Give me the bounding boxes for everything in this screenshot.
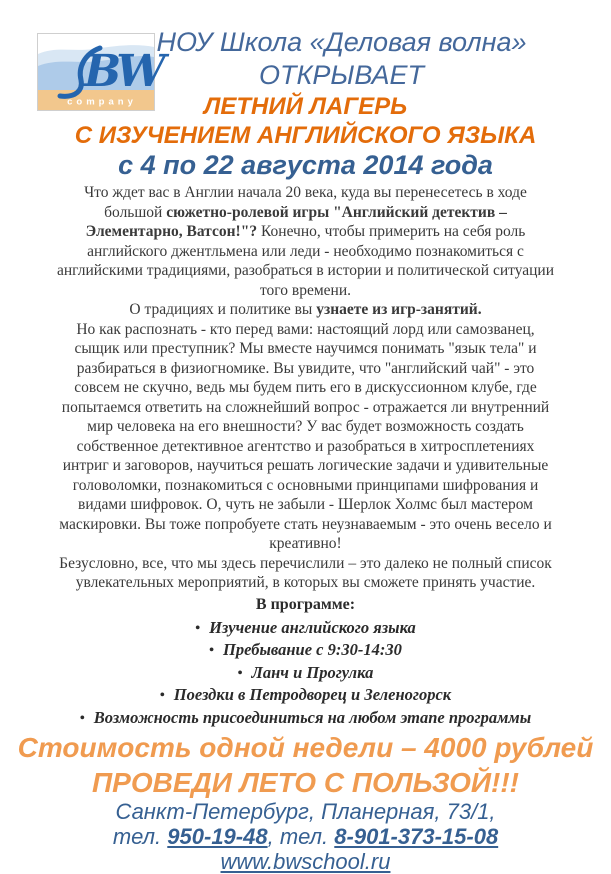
opens-line: ОТКРЫВАЕТ	[259, 60, 424, 90]
traditions-line	[55, 300, 556, 320]
bullet-icon: •	[159, 688, 165, 703]
program-heading: В программе:	[255, 595, 356, 613]
website-link[interactable]: www.bwschool.ru	[220, 849, 391, 874]
intro-text-2: Конечно, чтобы примерить на себя роль английского джентльмена или леди - необходимо познакомиться с английскими традициями, разобраться в истории и политической ситуации того времени.	[56, 223, 555, 299]
program-item-label: Изучение английского языка	[209, 617, 416, 637]
intro-bold-game-title: сюжетно-ролевой игры "Английский детектив – Элементарно, Ватсон!"?	[85, 203, 507, 240]
tel-separator: , тел.	[267, 824, 335, 849]
address-line: Санкт-Петербург, Планерная, 73/1,	[115, 799, 496, 824]
traditions-bold: узнаете из игр-занятий.	[316, 301, 482, 318]
list-item	[0, 639, 611, 662]
program-item-label: Возможность присоединиться на любом этапе программы	[93, 707, 532, 727]
list-item	[0, 617, 611, 640]
program-list	[0, 617, 611, 730]
traditions-text: О традициях и политике вы	[129, 301, 317, 318]
school-name-line: НОУ Школа «Деловая волна»	[156, 27, 527, 57]
bw-company-logo	[37, 33, 161, 111]
tel-label: тел.	[112, 824, 168, 849]
flyer-body-text	[0, 181, 611, 593]
program-item-label: Поездки в Петродворец и Зеленогорск	[173, 685, 452, 704]
bw-monogram: BW	[84, 46, 161, 97]
bullet-icon: •	[195, 620, 201, 636]
bw-logo-graphic	[38, 34, 161, 110]
phone-number-2[interactable]: 8-901-373-15-08	[334, 824, 499, 849]
list-item	[0, 684, 611, 707]
logo-caption: company	[67, 96, 137, 108]
bullet-icon: •	[79, 710, 85, 726]
bullet-icon: •	[237, 665, 243, 681]
price-line: Стоимость одной недели – 4000 рублей	[17, 732, 594, 763]
camp-title-line1: ЛЕТНИЙ ЛАГЕРЬ	[203, 93, 408, 120]
list-item	[0, 707, 611, 730]
bullet-icon: •	[209, 643, 215, 658]
program-item-label: Ланч и Прогулка	[251, 662, 374, 682]
list-item	[0, 662, 611, 685]
slogan-line: ПРОВЕДИ ЛЕТО С ПОЛЬЗОЙ!!!	[92, 767, 519, 798]
intro-paragraph	[55, 183, 556, 300]
camp-title-line2: С ИЗУЧЕНИЕМ АНГЛИЙСКОГО ЯЗЫКА	[74, 122, 537, 149]
closing-paragraph: Безусловно, все, что мы здесь перечислили – это далеко не полный список увлекательных мероприятий, в которых вы сможете принять участие.	[59, 554, 552, 591]
intro-text-1: Что ждет вас в Англии начала 20 века, куда вы перенесетесь в ходе большой	[84, 184, 527, 221]
phone-number-1[interactable]: 950-19-48	[167, 824, 268, 849]
camp-dates-line: с 4 по 22 августа 2014 года	[118, 150, 493, 180]
phones-line	[0, 824, 611, 849]
website-line	[0, 849, 611, 874]
detective-paragraph: Но как распознать - кто перед вами: настоящий лорд или самозванец, сыщик или преступник? Мы вместе научимся понимать "язык тела" и разбираться в физиогномике. Вы увидите, что "английский чай" - это совсем не скучно, ведь мы будем пить его в дискуссионном клубе, где попытаемся ответить на сложнейший вопрос - отражается ли внутренний мир человека на его внешности? У вас будет возможность создать собственное детективное агентство и разобраться в хитросплетениях интриг и заговоров, научиться решать логические задачи и удивительные головоломки, познакомиться с основными принципами шифрования и видами шифровок. О, чуть не забыли - Шерлок Холмс был мастером маскировки. Вы тоже попробуете стать неузнаваемым - это очень весело и креативно!	[59, 320, 552, 552]
program-item-label: Пребывание с 9:30-14:30	[223, 640, 402, 659]
